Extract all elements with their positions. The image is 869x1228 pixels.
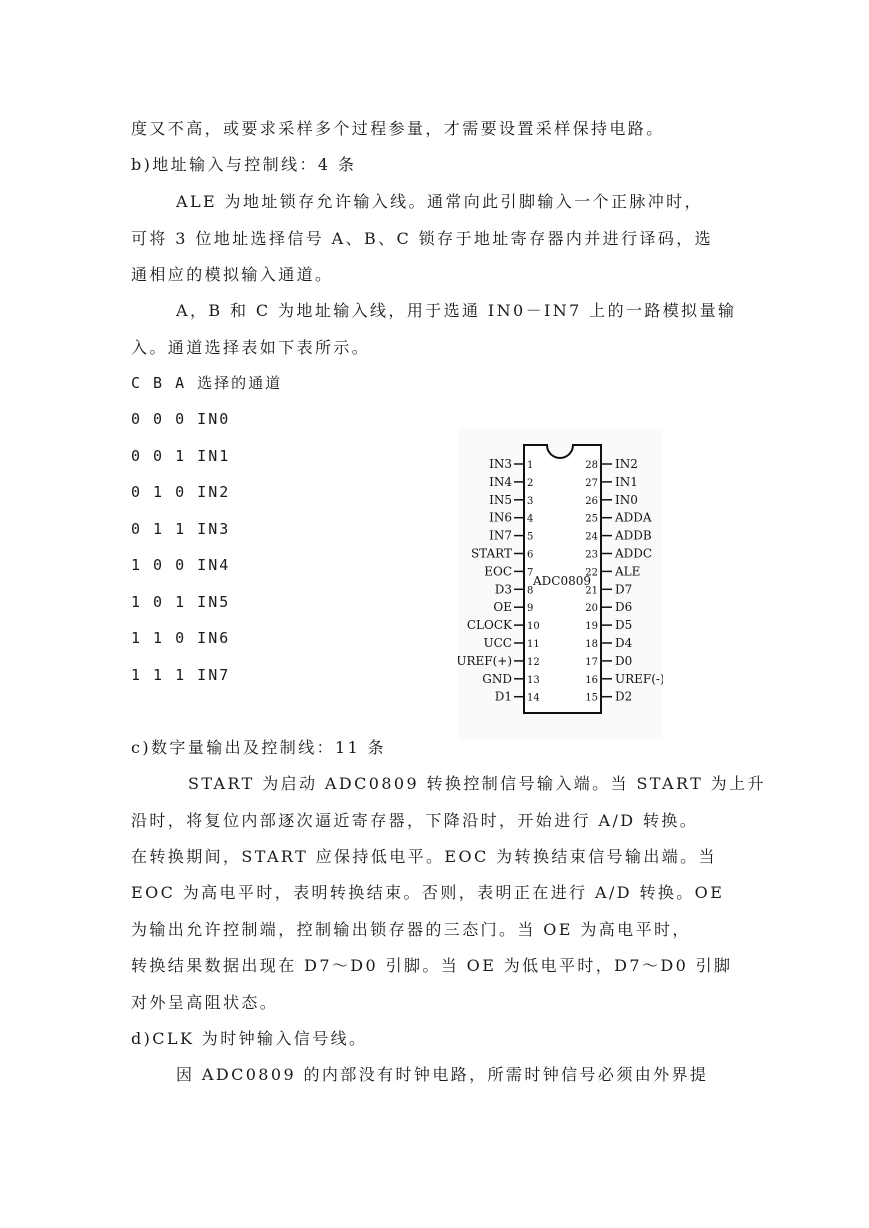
chip-left-pin (458, 654, 540, 668)
pin-label: D0 (615, 653, 633, 668)
pin-number: 9 (527, 603, 534, 615)
pin-label: D1 (494, 689, 512, 704)
pin-number: 21 (585, 585, 598, 597)
chip-right-pin (585, 511, 652, 525)
pin-number: 24 (585, 531, 598, 543)
paragraph-line: 通相应的模拟输入通道。 (131, 265, 334, 284)
pin-label: D5 (615, 618, 633, 633)
channel-table-row: 1 0 0 IN4 (131, 556, 231, 574)
pin-label: ADDC (615, 546, 653, 561)
pin-number: 28 (585, 460, 598, 471)
paragraph-line: 因 ADC0809 的内部没有时钟电路，所需时钟信号必须由外界提 (176, 1065, 709, 1084)
pin-label: IN1 (615, 474, 638, 489)
pin-label: D6 (615, 600, 633, 615)
channel-table-row: 0 0 0 IN0 (131, 410, 231, 428)
pin-number: 5 (527, 531, 534, 543)
paragraph-line: 沿时，将复位内部逐次逼近寄存器，下降沿时，开始进行 A/D 转换。 (131, 811, 699, 830)
pin-label: ALE (615, 564, 641, 579)
pin-label: GND (482, 671, 512, 686)
pin-number: 15 (585, 692, 598, 704)
pin-label: ADDA (615, 510, 652, 525)
pin-label: CLOCK (466, 618, 512, 633)
pin-label: IN3 (489, 457, 512, 471)
pin-label: EOC (484, 564, 512, 579)
pin-label: D3 (494, 582, 512, 597)
pin-label: UCC (483, 636, 512, 650)
chip-left-pin (489, 475, 533, 489)
pin-number: 3 (527, 495, 534, 507)
pin-number: 16 (585, 674, 598, 686)
pin-label: D2 (615, 689, 633, 704)
channel-table-header: C B A 选择的通道 (131, 374, 283, 392)
channel-table-row: 0 1 1 IN3 (131, 520, 231, 538)
section-heading-c: c)数字量输出及控制线：11 条 (131, 738, 387, 757)
section-heading-d: d)CLK 为时钟输入信号线。 (131, 1029, 368, 1048)
adc0809-pinout-diagram (458, 428, 663, 740)
pin-number: 8 (527, 585, 534, 597)
pin-number: 13 (527, 674, 540, 686)
paragraph-line: 对外呈高阻状态。 (131, 993, 279, 1012)
chip-left-pin (489, 457, 533, 471)
pin-label: IN6 (489, 510, 512, 525)
section-heading-b: b)地址输入与控制线：4 条 (131, 155, 357, 174)
chip-right-pin (585, 547, 652, 561)
channel-table-row: 1 1 1 IN7 (131, 666, 231, 684)
chip-right-pin (585, 529, 652, 543)
paragraph-line: A，B 和 C 为地址输入线，用于选通 IN0－IN7 上的一路模拟量输 (176, 301, 737, 320)
pin-label: IN2 (615, 457, 638, 471)
pin-number: 4 (527, 513, 534, 525)
chip-left-pin (489, 511, 533, 525)
chip-left-pin (467, 618, 540, 632)
pin-number: 11 (527, 639, 540, 650)
pin-number: 17 (585, 656, 598, 668)
pin-number: 6 (527, 549, 534, 561)
pin-label: IN7 (489, 528, 512, 543)
paragraph-line: 度又不高，或要求采样多个过程参量，才需要设置采样保持电路。 (131, 119, 665, 138)
pin-number: 2 (527, 477, 534, 489)
chip-left-pin (484, 636, 540, 650)
pin-number: 25 (585, 513, 598, 525)
pin-label: ADDB (615, 528, 652, 543)
pin-number: 20 (585, 603, 598, 615)
pin-label: D7 (615, 582, 633, 597)
pin-number: 10 (527, 621, 540, 633)
pin-label: START (470, 546, 512, 561)
pin-label: UREF(-) (615, 671, 663, 686)
chip-right-pin (585, 672, 663, 686)
pin-number: 23 (585, 549, 598, 561)
channel-table-row: 0 1 0 IN2 (131, 483, 231, 501)
paragraph-line: ALE 为地址锁存允许输入线。通常向此引脚输入一个正脉冲时， (176, 192, 703, 211)
paragraph-line: START 为启动 ADC0809 转换控制信号输入端。当 START 为上升 (188, 774, 766, 793)
pin-number: 27 (585, 477, 598, 489)
pin-label: D4 (615, 636, 633, 650)
pin-label: IN4 (489, 474, 512, 489)
paragraph-line: 可将 3 位地址选择信号 A、B、C 锁存于地址寄存器内并进行译码，选 (131, 229, 714, 248)
pin-label: IN0 (615, 492, 638, 507)
pin-number: 22 (585, 567, 598, 579)
channel-table-row: 1 0 1 IN5 (131, 593, 231, 611)
pin-number: 18 (585, 639, 598, 650)
chip-left-pin (489, 529, 533, 543)
channel-table-row: 0 0 1 IN1 (131, 447, 231, 465)
pin-label: UREF(+) (458, 653, 512, 668)
paragraph-line: 为输出允许控制端，控制输出锁存器的三态门。当 OE 为高电平时， (131, 920, 691, 939)
paragraph-line: 入。通道选择表如下表所示。 (131, 338, 371, 357)
pin-label: OE (493, 600, 512, 615)
chip-left-pin (489, 493, 533, 507)
chip-left-pin (482, 672, 539, 686)
pin-number: 7 (527, 567, 534, 579)
pin-label: IN5 (489, 492, 512, 507)
pin-number: 1 (527, 460, 534, 471)
paragraph-line: EOC 为高电平时，表明转换结束。否则，表明正在进行 A/D 转换。OE (131, 883, 725, 902)
pin-number: 19 (585, 621, 598, 633)
channel-table-row: 1 1 0 IN6 (131, 629, 231, 647)
adc0809-pinout-svg (458, 428, 663, 740)
chip-name: ADC0809 (532, 574, 592, 588)
pin-number: 26 (585, 495, 598, 507)
paragraph-line: 在转换期间，START 应保持低电平。EOC 为转换结束信号输出端。当 (131, 847, 717, 866)
pin-number: 14 (527, 692, 540, 704)
paragraph-line: 转换结果数据出现在 D7～D0 引脚。当 OE 为低电平时，D7～D0 引脚 (131, 956, 733, 975)
pin-number: 12 (527, 656, 540, 668)
